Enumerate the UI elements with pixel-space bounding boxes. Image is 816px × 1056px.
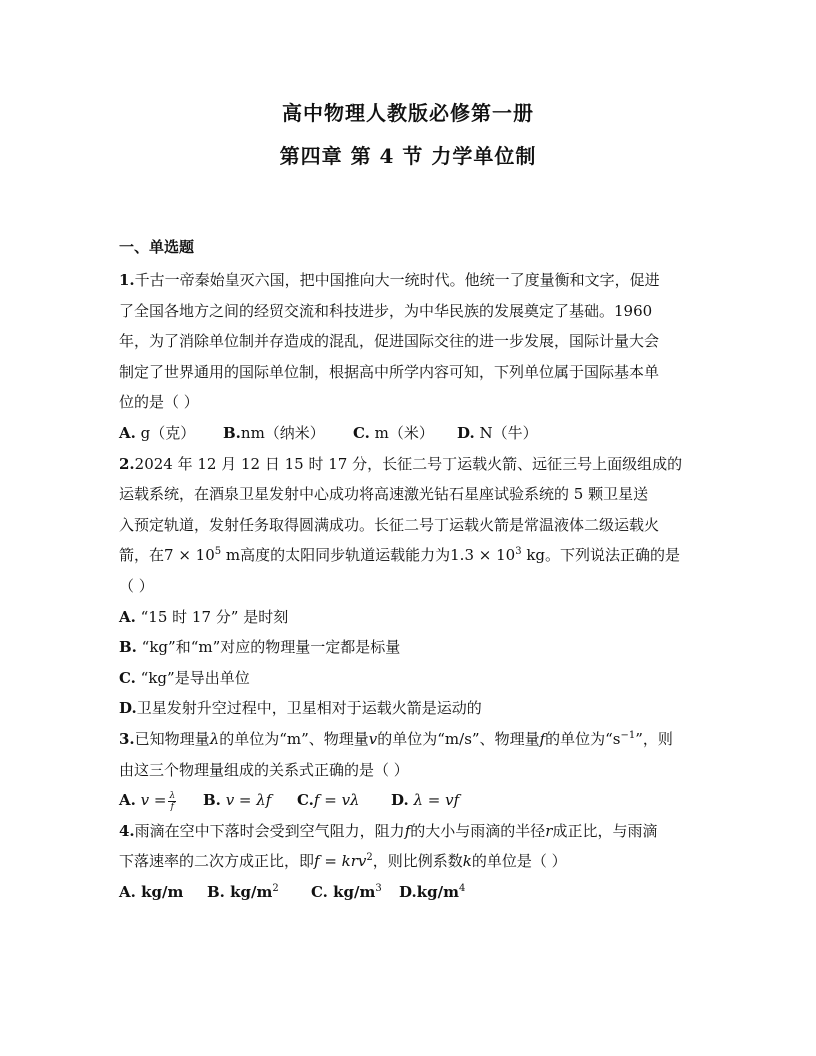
option-label: B. (223, 423, 241, 442)
math-symbol: v (368, 729, 378, 748)
text-fragment: kg。下列说法正确的是 (521, 546, 681, 565)
exponent: 2 (366, 852, 373, 864)
math-symbol: f (539, 729, 546, 748)
math-expression: v = λf (225, 791, 272, 810)
question-text: 位的是（ ） (119, 393, 199, 412)
option-text: “kg”是导出单位 (135, 668, 250, 687)
option-label: C. (119, 668, 136, 687)
math-symbol: r (545, 821, 553, 840)
question-text: 制定了世界通用的国际单位制，根据高中所学内容可知，下列单位属于国际基本单 (119, 362, 660, 381)
exponent: 2 (272, 882, 279, 894)
option-a[interactable] (119, 785, 203, 816)
question-2 (119, 449, 704, 724)
document-body (119, 236, 704, 907)
option-a[interactable] (119, 877, 207, 908)
question-text: 运载系统，在酒泉卫星发射中心成功将高速激光钻石星座试验系统的 5 颗卫星送 (119, 485, 649, 504)
text-fragment: m高度的太阳同步轨道运载能力为 (221, 546, 451, 565)
option-d[interactable] (457, 418, 538, 449)
text-fragment: 雨滴在空中下落时会受到空气阻力，阻力 (134, 821, 405, 840)
option-text: “kg”和“m”对应的物理量一定都是标量 (136, 638, 401, 657)
exponent: 3 (375, 882, 382, 894)
option-label: C. (297, 791, 314, 810)
option-b[interactable] (207, 877, 311, 908)
math-expression: λ = vf (413, 791, 460, 810)
option-c[interactable] (119, 663, 704, 694)
math-expression: f = vλ (313, 791, 360, 810)
text-fragment: 下落速率的二次方成正比，即 (119, 852, 315, 871)
option-text: kg/m (416, 882, 459, 901)
math-expression: f = krv (314, 852, 367, 871)
option-label: A. (119, 882, 136, 901)
question-3 (119, 724, 704, 816)
option-text: nm（纳米） (240, 423, 325, 442)
option-b[interactable] (223, 418, 353, 449)
math-expression: v = (140, 791, 167, 810)
option-d[interactable] (119, 693, 704, 724)
question-text: 千古一帝秦始皇灭六国，把中国推向大一统时代。他统一了度量衡和文字，促进 (134, 271, 660, 289)
option-label: B. (119, 638, 137, 657)
option-d[interactable] (391, 785, 459, 816)
option-label: B. (203, 791, 221, 810)
math-symbol: k (462, 852, 472, 871)
option-text: kg/m (135, 882, 184, 901)
options-row (119, 785, 704, 816)
option-label: B. (207, 882, 225, 901)
option-a[interactable] (119, 602, 704, 633)
question-text (119, 540, 704, 571)
option-label: A. (119, 607, 136, 626)
exponent: 3 (515, 546, 522, 558)
option-text: m（米） (369, 423, 434, 442)
option-label: A. (119, 423, 136, 442)
question-1 (119, 265, 704, 449)
fraction-denominator: f (170, 801, 174, 812)
option-label: C. (353, 423, 370, 442)
question-number: 1. (119, 271, 135, 289)
option-label: D. (391, 791, 409, 810)
option-label: A. (119, 791, 136, 810)
text-fragment: 的大小与雨滴的半径 (410, 821, 546, 840)
exponent: −1 (620, 729, 636, 741)
text-fragment: 已知物理量 (134, 729, 210, 748)
option-c[interactable] (311, 877, 399, 908)
question-text: 年，为了消除单位制并存造成的混乱，促进国际交往的进一步发展，国际计量大会 (119, 332, 660, 351)
text-fragment: 成正比，与雨滴 (552, 821, 658, 840)
option-label: C. (311, 882, 328, 901)
math-symbol: f (404, 821, 411, 840)
options-row (119, 877, 704, 908)
text-fragment: ，则比例系数 (372, 852, 463, 871)
option-text: g（克） (135, 423, 196, 442)
option-label: D. (399, 882, 417, 901)
math-expression: 7 × 10 (164, 546, 215, 565)
option-c[interactable] (353, 418, 457, 449)
text-fragment: 的单位为“s (545, 729, 621, 748)
question-number: 3. (119, 729, 135, 748)
question-4 (119, 816, 704, 908)
option-b[interactable] (203, 785, 297, 816)
question-text: （ ） (119, 576, 154, 595)
math-symbol: λ (209, 729, 220, 748)
text-fragment: 箭，在 (119, 546, 165, 565)
text-fragment: 的单位是（ ） (471, 852, 567, 871)
option-a[interactable] (119, 418, 223, 449)
text-fragment: 的单位为“m/s”、物理量 (377, 729, 540, 748)
question-text: 由这三个物理量组成的关系式正确的是（ ） (119, 760, 409, 779)
option-text: N（牛） (474, 423, 538, 442)
question-number: 2. (119, 454, 135, 473)
option-label: D. (457, 423, 475, 442)
options-row (119, 418, 704, 449)
option-label: D. (119, 699, 137, 718)
exponent: 4 (458, 882, 466, 894)
text-fragment: 的单位为“m”、物理量 (219, 729, 369, 748)
fraction-numerator: λ (169, 790, 176, 801)
option-text: kg/m (327, 882, 376, 901)
option-text: kg/m (224, 882, 273, 901)
option-d[interactable] (399, 877, 465, 908)
math-expression: 1.3 × 10 (450, 546, 516, 565)
text-fragment: ”，则 (635, 729, 673, 748)
section-heading: 一、单选题 (119, 238, 195, 256)
question-text: 2024 年 12 月 12 日 15 时 17 分，长征二号丁运载火箭、远征三号上面级组成的 (134, 454, 683, 473)
fraction (168, 791, 176, 812)
document-subtitle: 第四章 第 4 节 力学单位制 (279, 144, 537, 168)
option-text: 卫星发射升空过程中，卫星相对于运载火箭是运动的 (136, 699, 482, 718)
document-title: 高中物理人教版必修第一册 (282, 101, 534, 125)
question-text: 了全国各地方之间的经贸交流和科技进步，为中华民族的发展奠定了基础。1960 (119, 301, 653, 320)
option-c[interactable] (297, 785, 391, 816)
question-text: 入预定轨道，发射任务取得圆满成功。长征二号丁运载火箭是常温液体二级运载火 (119, 515, 660, 534)
option-text: “15 时 17 分” 是时刻 (135, 607, 289, 626)
question-number: 4. (119, 821, 135, 840)
option-b[interactable] (119, 632, 704, 663)
exponent: 5 (214, 546, 222, 558)
